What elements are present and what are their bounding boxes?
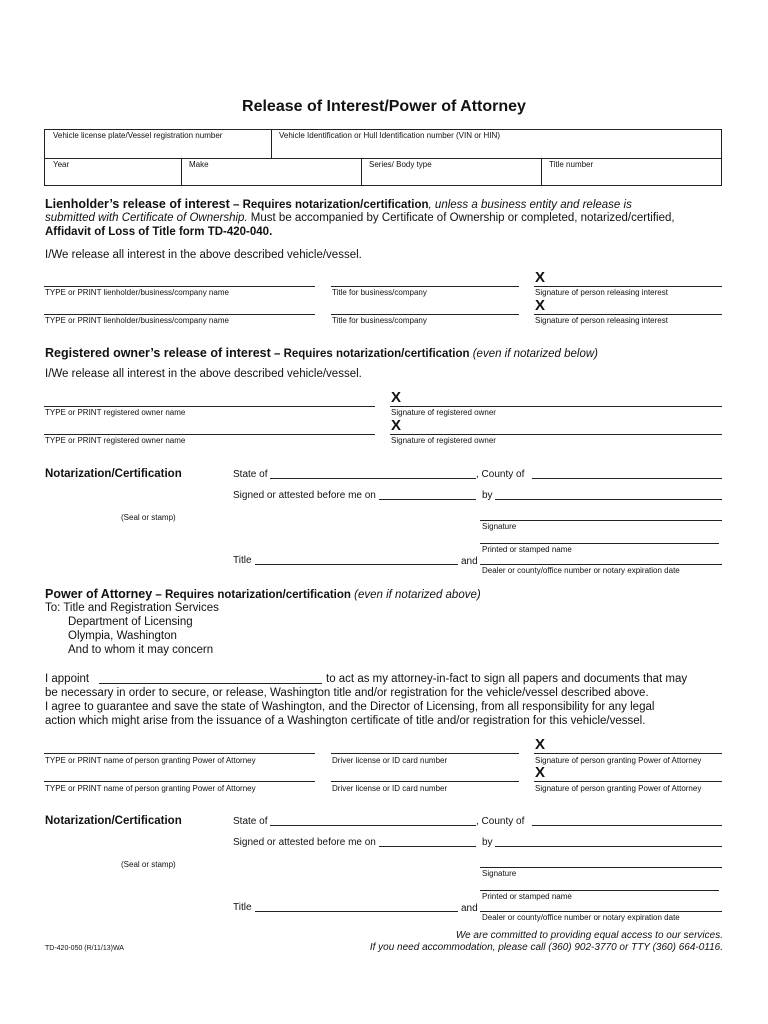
year-field[interactable]: Year [53, 160, 70, 169]
poa-to-line: To: Title and Registration Services [45, 602, 219, 614]
owner-signature-line-2[interactable] [390, 434, 722, 435]
poa-appoint-label: I appoint [45, 673, 90, 685]
notary-signature-line[interactable] [480, 867, 722, 868]
printed-name-line[interactable] [480, 890, 719, 891]
seal-or-stamp: (Seal or stamp) [121, 513, 176, 522]
by-label: by [482, 490, 493, 501]
dealer-number-label: Dealer or county/office number or notary expiration date [482, 566, 680, 575]
notary-signature-label: Signature [482, 869, 517, 878]
grantor-license-line-2[interactable] [331, 781, 519, 782]
lienholder-release-text: I/We release all interest in the above described vehicle/vessel. [45, 249, 362, 261]
county-input-line[interactable] [532, 478, 722, 479]
accommodation-note: If you need accommodation, please call (360) 902-3770 or TTY (360) 664-0116. [369, 942, 723, 953]
poa-paragraph-line: be necessary in order to secure, or release, Washington title and/or registration for the vehicle/vessel described above. [45, 687, 649, 699]
grantor-signature-line-1[interactable] [534, 753, 722, 754]
county-of-label: , County of [476, 469, 525, 480]
owner-name-line-1[interactable] [44, 406, 375, 407]
and-label: and [461, 556, 478, 567]
owner-name-label: TYPE or PRINT registered owner name [45, 436, 186, 445]
vin-field[interactable]: Vehicle Identification or Hull Identification number (VIN or HIN) [279, 131, 500, 140]
title-number-field[interactable]: Title number [549, 160, 594, 169]
state-of-label: State of [233, 816, 268, 827]
signature-x-mark: X [391, 389, 402, 406]
owner-release-text: I/We release all interest in the above described vehicle/vessel. [45, 368, 362, 380]
poa-to-line: And to whom it may concern [68, 644, 214, 656]
notary-title-line[interactable] [255, 564, 458, 565]
notary-title-label: Title [233, 902, 252, 913]
attorney-name-line[interactable] [99, 683, 322, 684]
state-input-line[interactable] [270, 825, 476, 826]
signed-before-label: Signed or attested before me on [233, 837, 376, 848]
notary-signature-line[interactable] [480, 520, 722, 521]
notary-heading: Notarization/Certification [45, 815, 182, 827]
state-input-line[interactable] [270, 478, 476, 479]
county-input-line[interactable] [532, 825, 722, 826]
plate-field[interactable]: Vehicle license plate/Vessel registration number [53, 131, 223, 140]
printed-name-label: Printed or stamped name [482, 892, 572, 901]
printed-name-line[interactable] [480, 543, 719, 544]
lienholder-subtext: submitted with Certificate of Ownership. Must be accompanied by Certificate of Ownership or completed, notarized/certified, [45, 212, 675, 224]
form-number: TD-420-050 (R/11/13)WA [45, 945, 124, 952]
poa-to-line: Olympia, Washington [68, 630, 177, 642]
lienholder-heading: Lienholder’s release of interest – Requires notarization/certification, unless a business entity and release is [45, 197, 632, 211]
by-input-line[interactable] [495, 846, 722, 847]
lienholder-title-label: Title for business/company [332, 316, 427, 325]
owner-name-label: TYPE or PRINT registered owner name [45, 408, 186, 417]
poa-to-line: Department of Licensing [68, 616, 193, 628]
dealer-number-line[interactable] [480, 911, 722, 912]
grantor-license-label: Driver license or ID card number [332, 784, 448, 793]
page-title: Release of Interest/Power of Attorney [242, 98, 526, 115]
equal-access-note: We are committed to providing equal access to our services. [455, 930, 723, 941]
dealer-number-label: Dealer or county/office number or notary expiration date [482, 913, 680, 922]
poa-paragraph-line: I agree to guarantee and save the state of Washington, and the Director of Licensing, from all responsibility for any legal [45, 701, 655, 713]
grantor-name-label: TYPE or PRINT name of person granting Power of Attorney [45, 784, 256, 793]
lienholder-name-line-1[interactable] [44, 286, 315, 287]
poa-appoint-text: to act as my attorney-in-fact to sign all papers and documents that may [326, 673, 688, 685]
lienholder-signature-line-2[interactable] [534, 314, 722, 315]
lienholder-title-line-1[interactable] [331, 286, 519, 287]
owner-signature-line-1[interactable] [390, 406, 722, 407]
lienholder-name-label: TYPE or PRINT lienholder/business/company name [45, 316, 229, 325]
lienholder-signature-label: Signature of person releasing interest [535, 316, 668, 325]
notary-signature-label: Signature [482, 522, 517, 531]
make-field[interactable]: Make [189, 160, 209, 169]
lienholder-name-label: TYPE or PRINT lienholder/business/company name [45, 288, 229, 297]
notary-title-label: Title [233, 555, 252, 566]
state-of-label: State of [233, 469, 268, 480]
poa-paragraph-line: action which might arise from the issuance of a Washington certificate of title and/or registration for this vehicle/vessel. [45, 715, 646, 727]
owner-name-line-2[interactable] [44, 434, 375, 435]
by-input-line[interactable] [495, 499, 722, 500]
owner-signature-label: Signature of registered owner [391, 408, 496, 417]
seal-or-stamp: (Seal or stamp) [121, 860, 176, 869]
vehicle-info-table [44, 129, 722, 186]
lienholder-name-line-2[interactable] [44, 314, 315, 315]
and-label: and [461, 903, 478, 914]
printed-name-label: Printed or stamped name [482, 545, 572, 554]
county-of-label: , County of [476, 816, 525, 827]
lienholder-signature-line-1[interactable] [534, 286, 722, 287]
grantor-signature-line-2[interactable] [534, 781, 722, 782]
grantor-license-line-1[interactable] [331, 753, 519, 754]
grantor-signature-label: Signature of person granting Power of Attorney [535, 784, 702, 793]
signed-date-line[interactable] [379, 499, 476, 500]
notary-heading: Notarization/Certification [45, 468, 182, 480]
signature-x-mark: X [535, 269, 546, 286]
signature-x-mark: X [535, 764, 546, 781]
lienholder-affidavit-note: Affidavit of Loss of Title form TD-420-040. [45, 226, 273, 238]
grantor-signature-label: Signature of person granting Power of Attorney [535, 756, 702, 765]
owner-signature-label: Signature of registered owner [391, 436, 496, 445]
grantor-name-label: TYPE or PRINT name of person granting Power of Attorney [45, 756, 256, 765]
grantor-license-label: Driver license or ID card number [332, 756, 448, 765]
lienholder-title-line-2[interactable] [331, 314, 519, 315]
by-label: by [482, 837, 493, 848]
lienholder-signature-label: Signature of person releasing interest [535, 288, 668, 297]
signature-x-mark: X [535, 297, 546, 314]
lienholder-title-label: Title for business/company [332, 288, 427, 297]
signature-x-mark: X [391, 417, 402, 434]
signed-before-label: Signed or attested before me on [233, 490, 376, 501]
poa-heading: Power of Attorney – Requires notarization/certification (even if notarized above) [45, 587, 481, 601]
signed-date-line[interactable] [379, 846, 476, 847]
grantor-name-line-1[interactable] [44, 753, 315, 754]
owner-heading: Registered owner’s release of interest – Requires notarization/certification (even if notarized below) [45, 346, 599, 360]
notary-title-line[interactable] [255, 911, 458, 912]
grantor-name-line-2[interactable] [44, 781, 315, 782]
dealer-number-line[interactable] [480, 564, 722, 565]
signature-x-mark: X [535, 736, 546, 753]
series-field[interactable]: Series/ Body type [369, 160, 432, 169]
